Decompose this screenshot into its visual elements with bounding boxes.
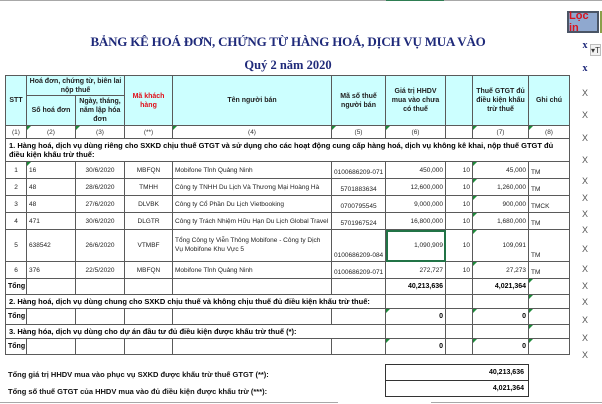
empty-cell <box>446 295 473 309</box>
cell-vat[interactable]: 109,091 <box>473 230 529 262</box>
empty-cell <box>473 325 529 339</box>
cell-note[interactable]: TM <box>529 230 570 262</box>
total-label: Tổng <box>6 279 27 295</box>
empty-cell <box>27 309 76 325</box>
col-number: (5) <box>332 126 386 139</box>
summary-total-value-label: Tổng giá trị HHDV mua vào phục vụ SXKD được khấu trừ thuế GTGT (**): <box>8 370 269 379</box>
empty-cell <box>125 279 173 295</box>
col-number <box>446 126 473 139</box>
report-title: BẢNG KÊ HOÁ ĐƠN, CHỨNG TỪ HÀNG HOÁ, DỊCH VỤ MUA VÀO <box>90 34 486 49</box>
section-1-total-row <box>6 279 570 295</box>
cell-invoice-no[interactable]: 471 <box>27 213 76 230</box>
header-customer-code: Mã khách hàng <box>125 76 173 126</box>
filter-flag-x: x <box>582 40 588 51</box>
table-row <box>6 213 570 230</box>
cell-code[interactable]: VTMBF <box>125 230 173 262</box>
cell-value-selected[interactable]: 1,090,909 <box>386 230 446 262</box>
header-seller-tax-code: Mã số thuế người bán <box>332 76 386 126</box>
cell-rate[interactable]: 10 <box>446 262 473 279</box>
cell-invoice-no[interactable]: 48 <box>27 196 76 213</box>
cell-note[interactable]: TM <box>529 179 570 196</box>
cell-code[interactable]: MBFQN <box>125 162 173 179</box>
cell-tax-code[interactable]: 0100686209-071 <box>332 262 386 279</box>
row-marker-x: X <box>581 193 588 203</box>
header-invoice-date: Ngày, tháng, năm lập hóa đơn <box>76 96 125 126</box>
section-2-total-value[interactable]: 0 <box>386 309 446 325</box>
table-row <box>6 230 570 262</box>
cell-tax-code[interactable]: 5701967524 <box>332 213 386 230</box>
window-bottom-border <box>0 402 338 403</box>
cell-rate[interactable]: 10 <box>446 196 473 213</box>
row-marker-x: X <box>581 297 588 307</box>
cell-note[interactable]: TM <box>529 262 570 279</box>
filter-flag-x: x <box>582 63 588 74</box>
row-marker-x: X <box>581 244 588 254</box>
row-marker-x: X <box>581 281 588 291</box>
section-3-total-row <box>6 339 570 355</box>
cell-stt[interactable]: 4 <box>6 213 27 230</box>
summary-total-value[interactable]: 40,213,636 <box>385 364 529 381</box>
total-label: Tổng <box>6 339 27 355</box>
report-period: Quý 2 năm 2020 <box>244 58 332 72</box>
section-1-title: 1. Hàng hoá, dịch vụ dùng riêng cho SXKD chịu thuế GTGT và sử dụng cho các hoạt động cung cấp hàng hoá, dịch vụ không kê khai, nộp thuế GTGT đủ điều kiện khấu trừ thuế: <box>6 139 570 162</box>
empty-cell <box>529 325 570 339</box>
empty-cell <box>529 309 570 325</box>
empty-cell <box>27 339 76 355</box>
cell-vat[interactable]: 1,260,000 <box>473 179 529 196</box>
cell-value[interactable]: 272,727 <box>386 262 446 279</box>
table-row <box>6 262 570 279</box>
empty-cell <box>446 309 473 325</box>
cell-code[interactable]: DLGTR <box>125 213 173 230</box>
cell-value[interactable]: 16,800,000 <box>386 213 446 230</box>
empty-cell <box>529 295 570 309</box>
cell-vat[interactable]: 45,000 <box>473 162 529 179</box>
empty-cell <box>173 309 332 325</box>
cell-invoice-no[interactable]: 48 <box>27 179 76 196</box>
empty-cell <box>332 309 386 325</box>
header-seller-name: Tên người bán <box>173 76 332 126</box>
col-number: (1) <box>6 126 27 139</box>
window-bottom-border <box>431 402 602 403</box>
cell-seller[interactable]: Công ty Trách Nhiệm Hữu Hạn Du Lịch Global Travel <box>173 213 332 230</box>
section-1-total-vat[interactable]: 4,021,364 <box>473 279 529 295</box>
cell-value[interactable]: 9,000,000 <box>386 196 446 213</box>
table-row <box>6 162 570 179</box>
header-vat: Thuế GTGT đủ điều kiện khấu trừ thuế <box>473 76 529 126</box>
cell-stt[interactable]: 6 <box>6 262 27 279</box>
col-number: (8) <box>529 126 570 139</box>
cell-tax-code[interactable]: 0100686209-071 <box>332 162 386 179</box>
cell-code[interactable]: DLVBK <box>125 196 173 213</box>
empty-cell <box>386 295 446 309</box>
header-invoice-no: Số hoá đơn <box>27 96 76 126</box>
cell-invoice-no[interactable]: 16 <box>27 162 76 179</box>
summary-total-vat[interactable]: 4,021,364 <box>385 380 529 397</box>
window-top-border <box>0 0 602 1</box>
cell-value[interactable]: 12,600,000 <box>386 179 446 196</box>
cell-note[interactable]: TM <box>529 213 570 230</box>
cell-rate[interactable]: 10 <box>446 230 473 262</box>
row-marker-x: X <box>581 315 588 325</box>
cell-tax-code[interactable]: 0700795545 <box>332 196 386 213</box>
header-invoice-group: Hoá đơn, chứng từ, biên lai nộp thuế <box>27 76 125 96</box>
cell-date[interactable]: 26/6/2020 <box>76 230 125 262</box>
cell-code[interactable]: TMHH <box>125 179 173 196</box>
cell-rate[interactable]: 10 <box>446 179 473 196</box>
section-2-total-row <box>6 309 570 325</box>
col-number: (**) <box>125 126 173 139</box>
header-note: Ghi chú <box>529 76 570 126</box>
cell-stt[interactable]: 1 <box>6 162 27 179</box>
section-3-total-value[interactable]: 0 <box>386 339 446 355</box>
cell-seller[interactable]: Công ty TNHH Du Lịch Và Thương Mại Hoàng Hà <box>173 179 332 196</box>
cell-date[interactable]: 27/6/2020 <box>76 196 125 213</box>
active-tab-indicator <box>386 0 444 1</box>
section-3-title: 3. Hàng hóa, dịch vụ dùng cho dự án đầu tư đủ điều kiện được khấu trừ thuế (*): <box>6 325 386 339</box>
header-tax-rate <box>446 76 473 126</box>
empty-cell <box>446 339 473 355</box>
cell-invoice-no[interactable]: 638542 <box>27 230 76 262</box>
col-number: (4) <box>173 126 332 139</box>
empty-cell <box>529 279 570 295</box>
empty-cell <box>76 339 125 355</box>
cell-stt[interactable]: 3 <box>6 196 27 213</box>
empty-cell <box>76 309 125 325</box>
cell-seller[interactable]: Công ty Cổ Phần Du Lịch Vietbooking <box>173 196 332 213</box>
row-marker-x: X <box>581 88 588 98</box>
row-marker-x: X <box>581 110 588 120</box>
summary-total-vat-label: Tổng số thuế GTGT của HHDV mua vào đủ điều kiện được khấu trừ (***): <box>8 387 268 396</box>
invoice-table <box>5 75 570 355</box>
row-marker-x: X <box>581 209 588 219</box>
cell-tax-code[interactable]: 0100686209-084 <box>332 230 386 262</box>
empty-cell <box>173 279 332 295</box>
empty-cell <box>529 339 570 355</box>
cell-stt[interactable]: 2 <box>6 179 27 196</box>
row-marker-x: X <box>581 155 588 165</box>
cell-vat[interactable]: 900,000 <box>473 196 529 213</box>
empty-cell <box>76 279 125 295</box>
empty-cell <box>173 339 332 355</box>
cell-seller[interactable]: Tổng Công ty Viễn Thông Mobifone - Công ty Dịch Vụ Mobifone Khu Vực 5 <box>173 230 332 262</box>
section-3-total-vat[interactable]: 0 <box>473 339 529 355</box>
cell-seller[interactable]: Mobifone Tỉnh Quảng Ninh <box>173 262 332 279</box>
empty-cell <box>125 339 173 355</box>
header-value-before-tax: Giá trị HHDV mua vào chưa có thuế <box>386 76 446 126</box>
empty-cell <box>446 279 473 295</box>
cell-value[interactable]: 450,000 <box>386 162 446 179</box>
section-2-total-vat[interactable]: 0 <box>473 309 529 325</box>
section-2-title: 2. Hàng hoá, dịch vụ dùng chung cho SXKD chịu thuế và không chịu thuế đủ điều kiện khấu trừ thuế: <box>6 295 386 309</box>
row-marker-x: X <box>581 225 588 235</box>
col-number: (6) <box>386 126 446 139</box>
table-row <box>6 196 570 213</box>
loc-in-button[interactable]: Lọc in <box>567 11 599 33</box>
autofilter-icon[interactable]: ▾T <box>591 45 600 55</box>
empty-cell <box>332 279 386 295</box>
cell-date[interactable]: 30/6/2020 <box>76 213 125 230</box>
empty-cell <box>125 309 173 325</box>
header-stt: STT <box>6 76 27 126</box>
empty-cell <box>386 325 446 339</box>
cell-vat[interactable]: 27,273 <box>473 262 529 279</box>
section-1-total-value[interactable]: 40,213,636 <box>386 279 446 295</box>
empty-cell <box>27 279 76 295</box>
row-marker-x: X <box>581 333 588 343</box>
cell-date[interactable]: 22/5/2020 <box>76 262 125 279</box>
row-marker-x: X <box>581 176 588 186</box>
cell-date[interactable]: 30/6/2020 <box>76 162 125 179</box>
cell-seller[interactable]: Mobifone Tỉnh Quảng Ninh <box>173 162 332 179</box>
cell-rate[interactable]: 10 <box>446 213 473 230</box>
row-marker-x: X <box>581 133 588 143</box>
cell-stt[interactable]: 5 <box>6 230 27 262</box>
cell-date[interactable]: 28/6/2020 <box>76 179 125 196</box>
empty-cell <box>332 339 386 355</box>
total-label: Tổng <box>6 309 27 325</box>
cell-note[interactable]: TM <box>529 162 570 179</box>
row-marker-x: X <box>581 264 588 274</box>
cell-note[interactable]: TMCK <box>529 196 570 213</box>
col-number: (3) <box>76 126 125 139</box>
cell-vat[interactable]: 1,680,000 <box>473 213 529 230</box>
row-marker-x: X <box>581 350 588 360</box>
cell-code[interactable]: MBFQN <box>125 262 173 279</box>
table-row <box>6 179 570 196</box>
cell-invoice-no[interactable]: 376 <box>27 262 76 279</box>
col-number: (2) <box>27 126 76 139</box>
empty-cell <box>446 325 473 339</box>
cell-rate[interactable]: 10 <box>446 162 473 179</box>
empty-cell <box>473 295 529 309</box>
cell-tax-code[interactable]: 5701883634 <box>332 179 386 196</box>
col-number: (7) <box>473 126 529 139</box>
